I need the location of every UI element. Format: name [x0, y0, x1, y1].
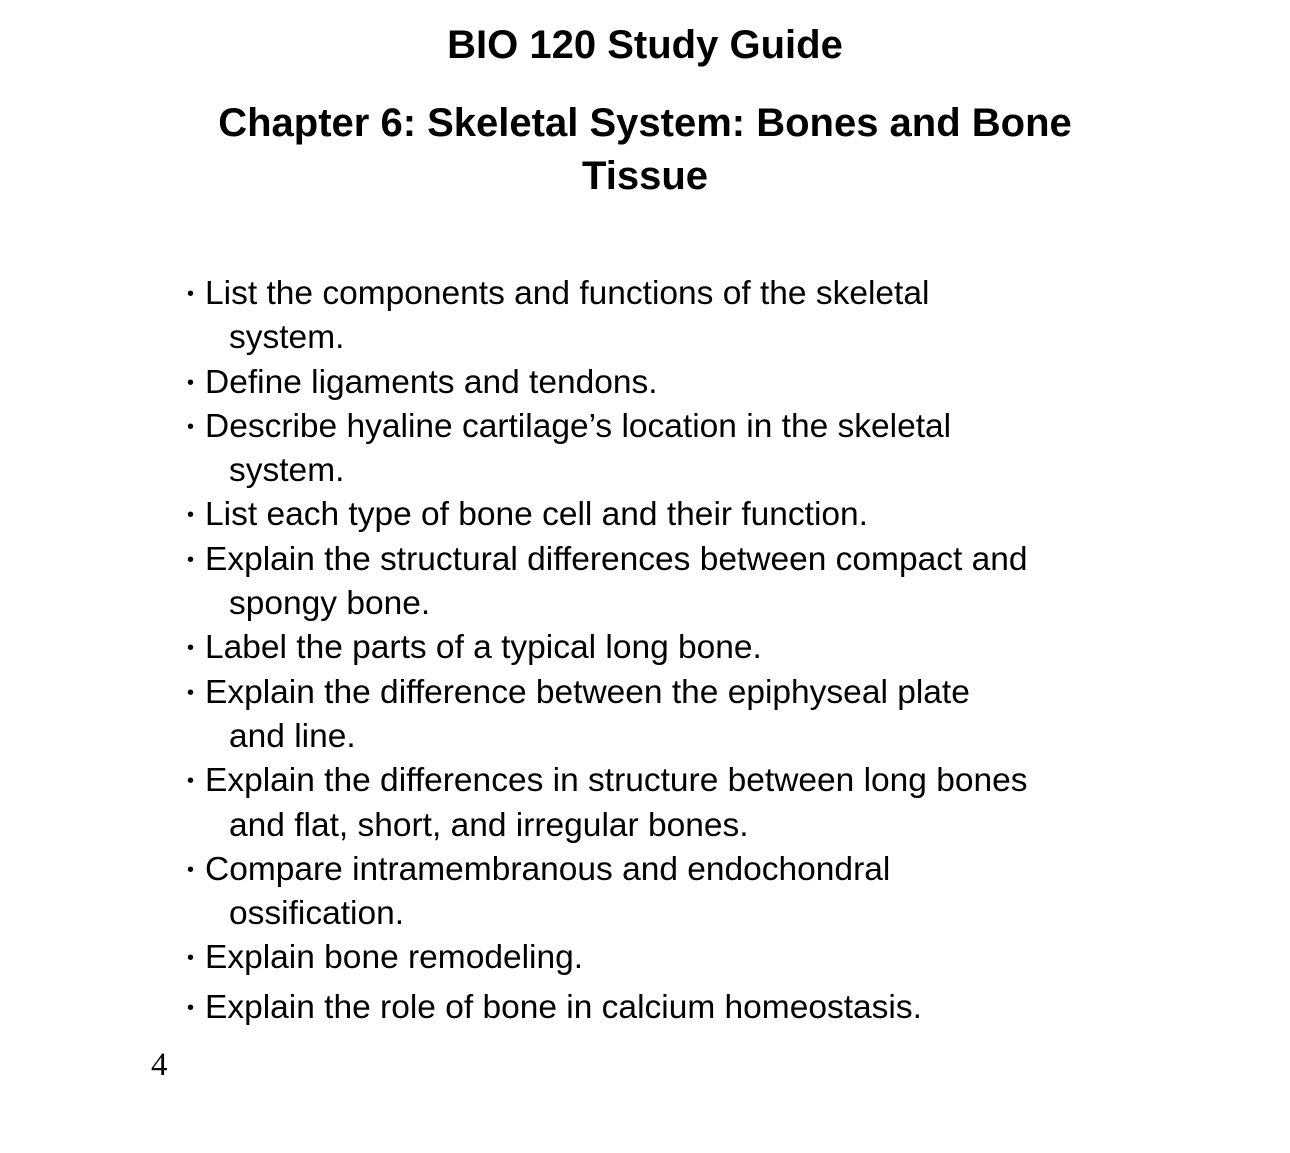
bullet-icon: • — [187, 770, 195, 793]
bullet-icon: • — [187, 858, 195, 881]
objective-text: Describe hyaline cartilage’s location in the skeletal — [205, 407, 952, 445]
objective-text: Explain the differences in structure between long bones — [205, 762, 1028, 800]
list-item — [185, 272, 1165, 361]
list-item — [185, 405, 1165, 494]
list-item — [185, 759, 1165, 848]
document-title: BIO 120 Study Guide — [447, 23, 843, 67]
bullet-icon: • — [187, 996, 195, 1019]
objective-text-continued: and line. — [229, 717, 356, 755]
objective-text-continued: system. — [229, 452, 345, 490]
objective-text: Explain the role of bone in calcium homeostasis. — [205, 988, 922, 1026]
objective-text-continued: spongy bone. — [229, 585, 431, 623]
list-item — [185, 986, 1165, 1030]
bullet-icon: • — [187, 415, 195, 438]
list-item — [185, 538, 1165, 627]
list-item — [185, 671, 1165, 760]
learning-objectives-list — [185, 272, 1165, 1030]
bullet-icon: • — [187, 681, 195, 704]
bullet-icon: • — [187, 637, 195, 660]
page-number: 4 — [151, 1047, 168, 1083]
objective-text: List the components and functions of the skeletal — [205, 275, 930, 312]
objective-text: Compare intramembranous and endochondral — [205, 850, 891, 888]
objective-text: List each type of bone cell and their function. — [205, 496, 868, 534]
objective-text-continued: and flat, short, and irregular bones. — [229, 806, 749, 844]
bullet-icon: • — [187, 283, 195, 305]
objective-text: Explain the difference between the epiphyseal plate — [205, 673, 970, 711]
objective-text-continued: ossification. — [229, 895, 405, 933]
objective-text: Explain the structural differences between compact and — [205, 540, 1028, 578]
chapter-title: Chapter 6: Skeletal System: Bones and Bone Tissue — [218, 101, 1072, 198]
objective-text: Label the parts of a typical long bone. — [205, 629, 762, 667]
list-item — [185, 361, 1165, 405]
list-item — [185, 848, 1165, 937]
bullet-icon: • — [187, 548, 195, 571]
objective-text: Explain bone remodeling. — [205, 939, 584, 977]
list-item — [185, 936, 1165, 980]
bullet-icon: • — [187, 371, 195, 394]
bullet-icon: • — [187, 504, 195, 527]
objective-text-continued: system. — [229, 319, 345, 357]
objective-text: Define ligaments and tendons. — [205, 363, 658, 401]
bullet-icon: • — [187, 947, 195, 970]
list-item — [185, 626, 1165, 670]
list-item — [185, 493, 1165, 537]
